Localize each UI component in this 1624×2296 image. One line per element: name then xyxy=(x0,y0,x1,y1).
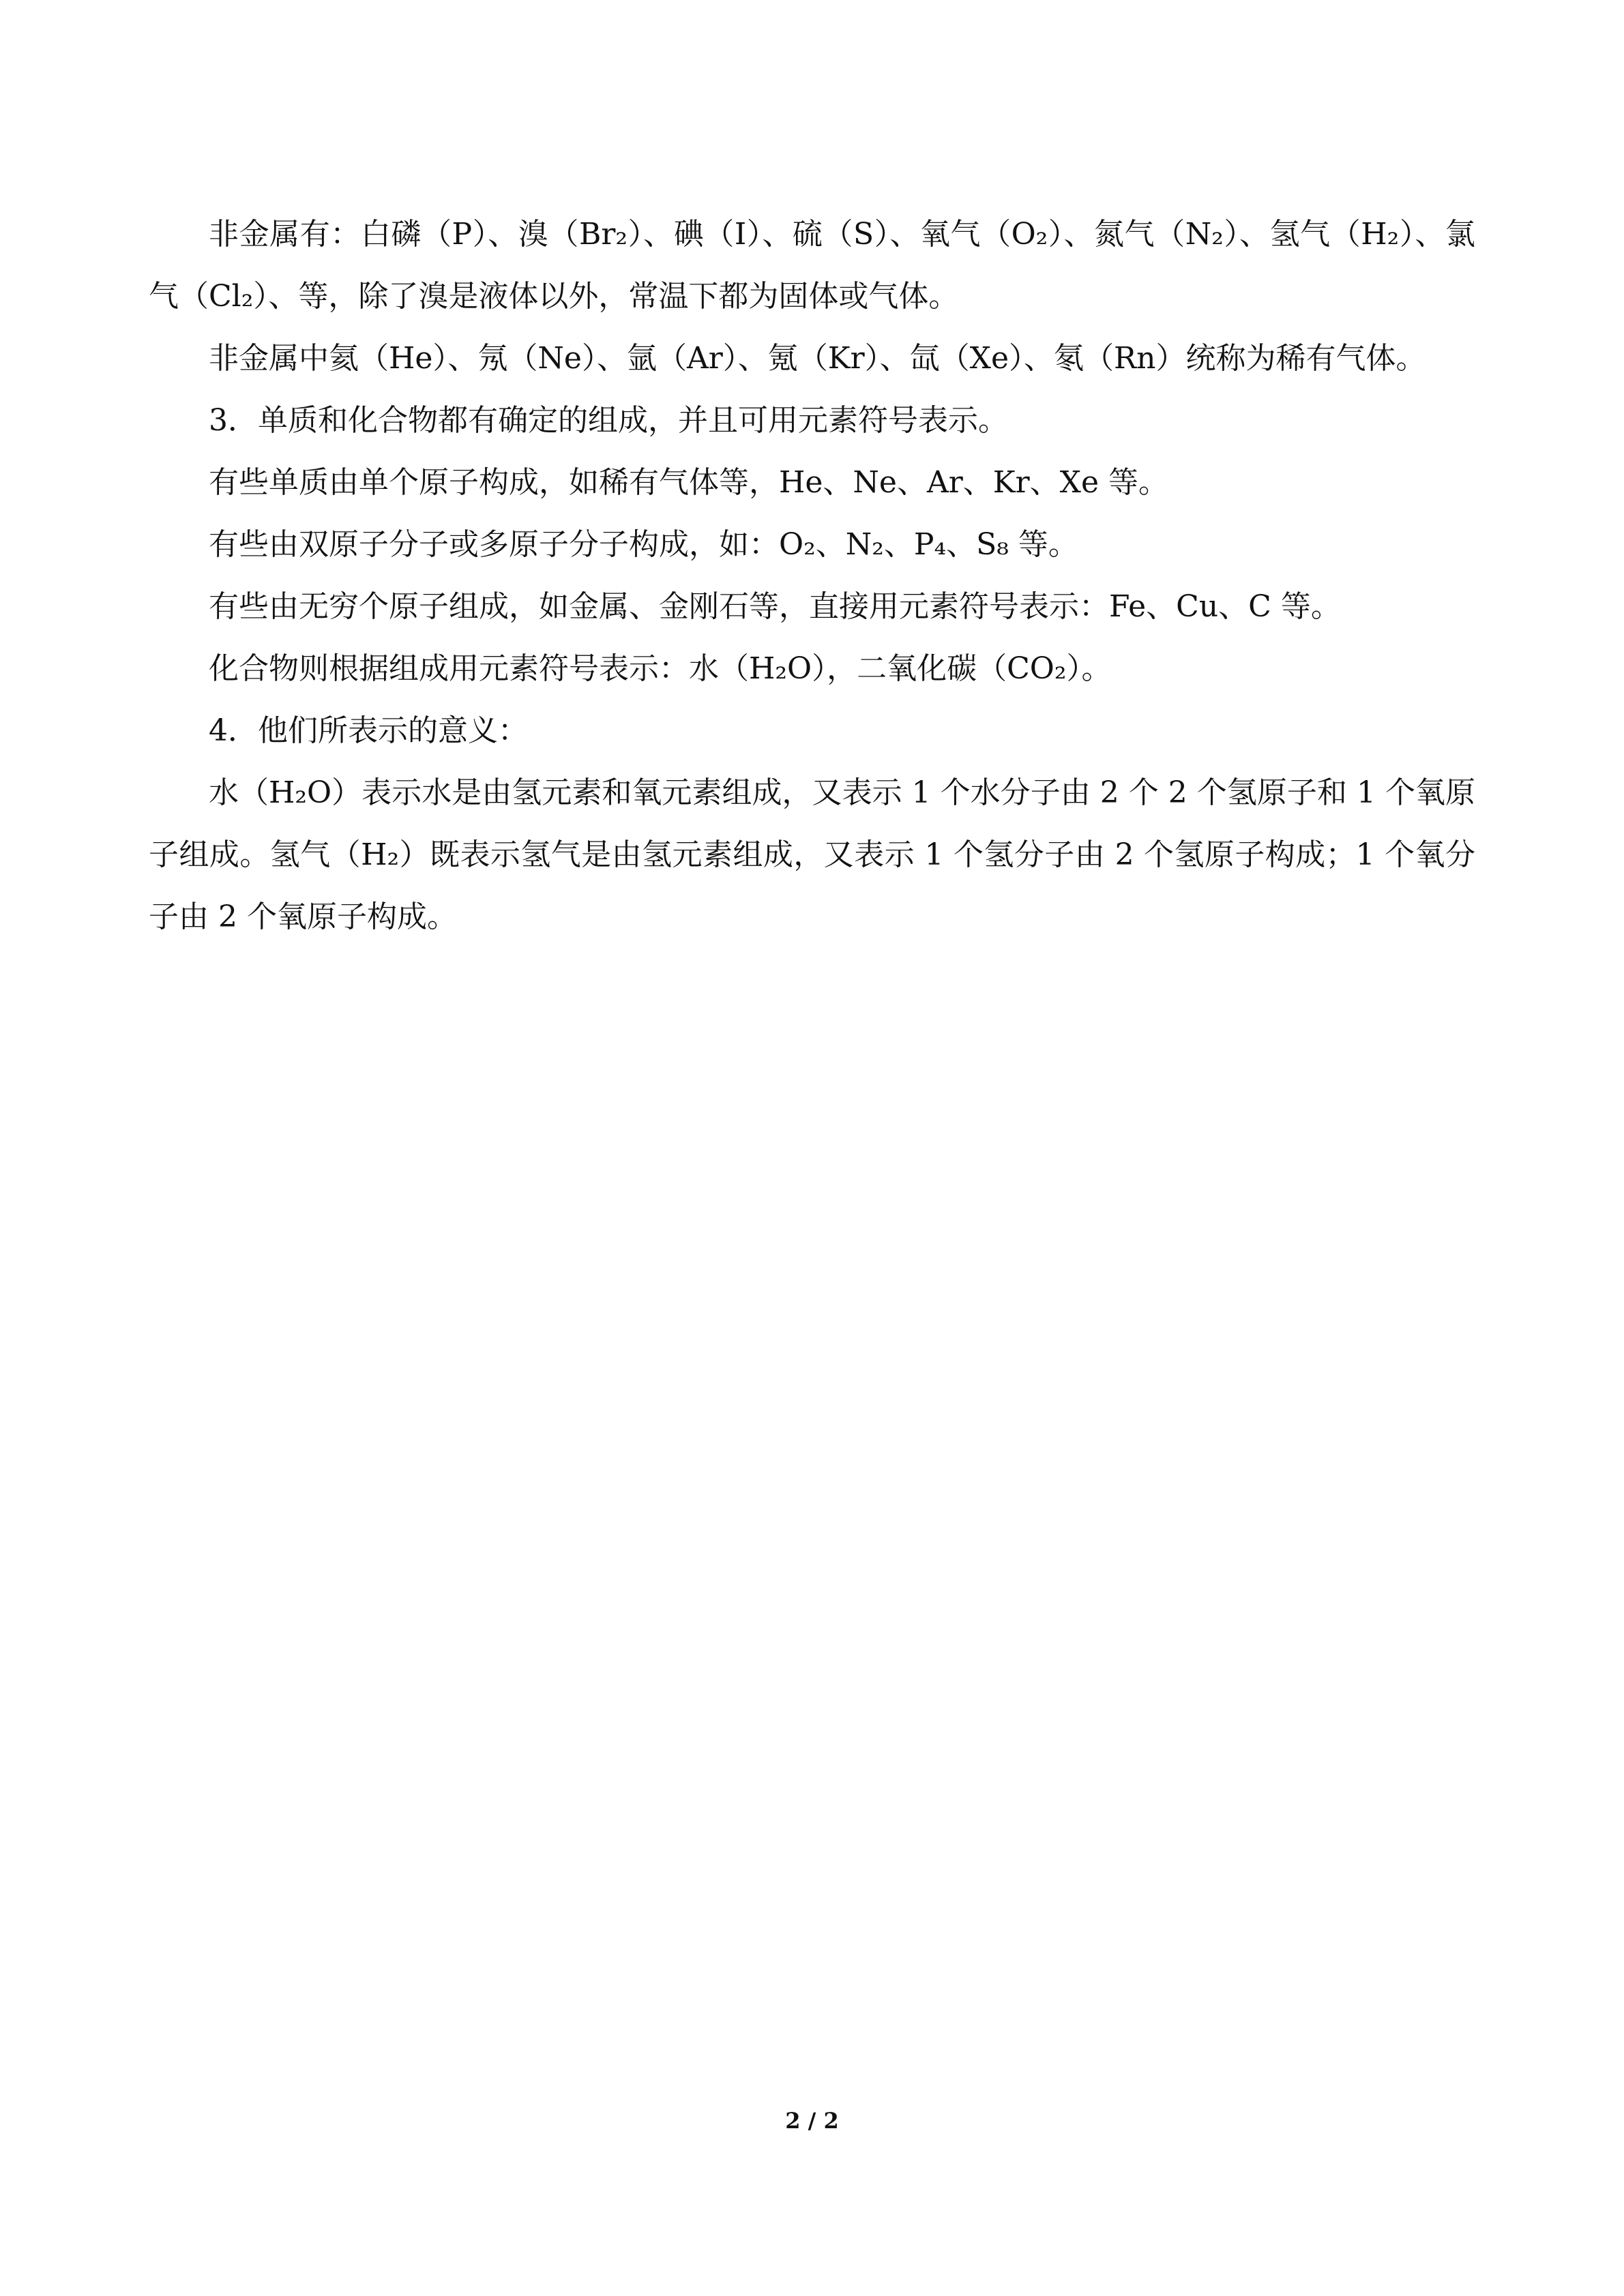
paragraph-nonmetals: 非金属有：白磷（P）、溴（Br₂）、碘（I）、硫（S）、氧气（O₂）、氮气（N₂）、氢气（H₂）、氯气（Cl₂）、等，除了溴是液体以外，常温下都为固体或气体。 xyxy=(149,217,1475,314)
paragraph-point-3: 3．单质和化合物都有确定的组成，并且可用元素符号表示。 xyxy=(209,403,1008,438)
page-number: 2 / 2 xyxy=(785,2108,839,2134)
paragraph-meaning: 水（H₂O）表示水是由氢元素和氧元素组成，又表示 1 个水分子由 2 个 2 个氢原子和 1 个氧原子组成。氢气（H₂）既表示氢气是由氢元素组成，又表示 1 个氢分子由 2 个氢原子构成；1 个氧分子由 2 个氧原子构成。 xyxy=(149,775,1475,934)
paragraph-noble-gases: 非金属中氦（He）、氖（Ne）、氩（Ar）、氪（Kr）、氙（Xe）、氡（Rn）统称为稀有气体。 xyxy=(209,341,1426,376)
paragraph-infinite-atoms: 有些由无穷个原子组成，如金属、金刚石等，直接用元素符号表示：Fe、Cu、C 等。 xyxy=(209,589,1341,624)
document-body xyxy=(149,203,1475,948)
paragraph-point-4: 4．他们所表示的意义： xyxy=(209,713,528,748)
paragraph-compounds: 化合物则根据组成用元素符号表示：水（H₂O），二氧化碳（CO₂）。 xyxy=(209,651,1112,686)
paragraph-single-atom: 有些单质由单个原子构成，如稀有气体等，He、Ne、Ar、Kr、Xe 等。 xyxy=(209,465,1169,500)
paragraph-molecules: 有些由双原子分子或多原子分子构成，如：O₂、N₂、P₄、S₈ 等。 xyxy=(209,527,1078,562)
